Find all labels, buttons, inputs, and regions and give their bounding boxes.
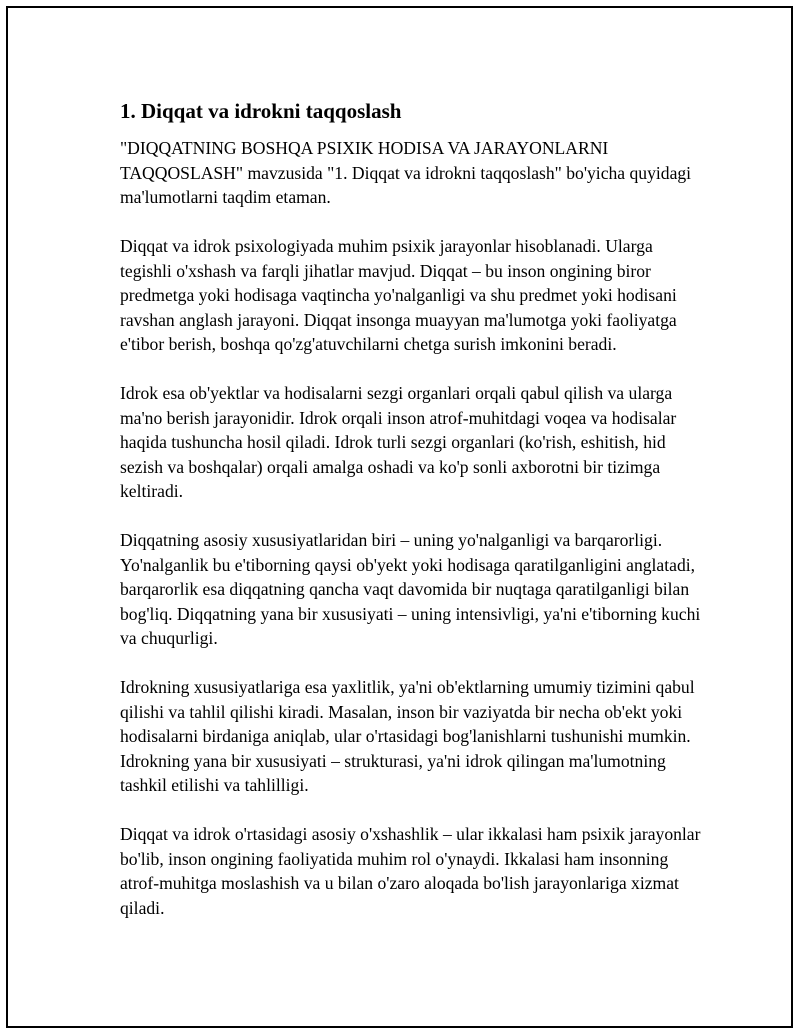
paragraph-definition-attention: Diqqat va idrok psixologiyada muhim psixik jarayonlar hisoblanadi. Ularga tegishli o'xshash va farqli jihatlar mavjud. Diqqat – bu inson ongining biror predmetga yoki hodisaga vaqtincha yo'nalganligi va shu predmet yoki hodisani ravshan anglash jarayoni. Diqqat insonga muayyan ma'lumotga yoki faoliyatga e'tibor berish, boshqa qo'zg'atuvchilarni chetga surish imkonini beradi. [120, 236, 677, 354]
paragraph-similarities: Diqqat va idrok o'rtasidagi asosiy o'xshashlik – ular ikkalasi ham psixik jarayonlar bo'lib, inson ongining faoliyatida muhim rol o'ynaydi. Ikkalasi ham insonning atrof-muhitga moslashish va u bilan o'zaro aloqada bo'lish jarayonlariga xizmat qiladi. [120, 824, 701, 918]
paragraph-attention-properties: Diqqatning asosiy xususiyatlaridan biri – uning yo'nalganligi va barqarorligi. Yo'nalganlik bu e'tiborning qaysi ob'yekt yoki hodisaga qaratilganligini anglatadi, barqarorlik esa diqqatning qancha vaqt davomida bir nuqtaga qaratilganligi bilan bog'liq. Diqqatning yana bir xususiyati – uning intensivligi, ya'ni e'tiborning kuchi va chuqurligi. [120, 530, 701, 648]
paragraph-perception-properties: Idrokning xususiyatlariga esa yaxlitlik, ya'ni ob'ektlarning umumiy tizimini qabul qilishi va tahlil qilishi kiradi. Masalan, inson bir vaziyatda bir necha ob'ekt yoki hodisalarni birdaniga aniqlab, ular o'rtasidagi bog'lanishlarni tushunishi mumkin. Idrokning yana bir xususiyati – strukturasi, ya'ni idrok qilingan ma'lumotning tashkil etilishi va tahlilligi. [120, 677, 695, 795]
document-body [120, 98, 705, 945]
document-title: 1. Diqqat va idrokni taqqoslash [120, 99, 402, 123]
page-frame [6, 6, 793, 1028]
paragraph-definition-perception: Idrok esa ob'yektlar va hodisalarni sezgi organlari orqali qabul qilish va ularga ma'no berish jarayonidir. Idrok orqali inson atrof-muhitdagi voqea va hodisalar haqida tushuncha hosil qiladi. Idrok turli sezgi organlari (ko'rish, eshitish, hid sezish va boshqalar) orqali amalga oshadi va ko'p sonli axborotni bir tizimga keltiradi. [120, 383, 677, 501]
paragraph-intro: "DIQQATNING BOSHQA PSIXIK HODISA VA JARAYONLARNI TAQQOSLASH" mavzusida "1. Diqqat va idrokni taqqoslash" bo'yicha quyidagi ma'lumotlarni taqdim etaman. [120, 138, 692, 207]
